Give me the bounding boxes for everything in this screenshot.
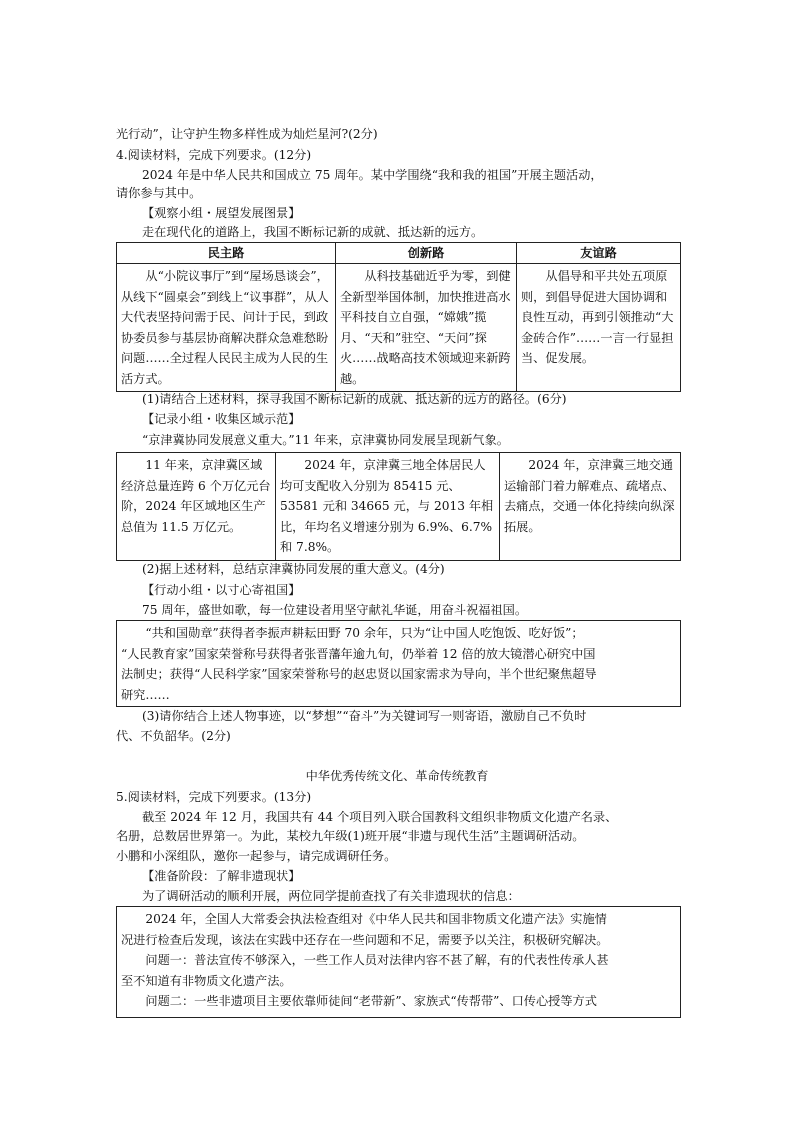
q5-intro-1: 截至 2024 年 12 月，我国共有 44 个项目列入联合国教科文组织非物质文化遗产名录、 [142, 810, 618, 824]
q4-group1-title: 【观察小组・展望发展图景】 [142, 206, 301, 220]
q5-intro-2: 名册，总数居世界第一。为此，某校九年级(1)班开展“非遗与现代生活”主题调研活动。 [116, 829, 585, 843]
q4-group2-intro: “京津冀协同发展意义重大。”11 年来，京津冀协同发展呈现新气象。 [142, 433, 509, 447]
cell-transport: 2024 年，京津冀三地交通运输部门着力解难点、疏堵点、去痛点，交通一体化持续向纵深拓展。 [500, 453, 681, 561]
header-friendship: 友谊路 [517, 243, 681, 264]
cell-economy: 11 年来，京津冀区域经济总量连跨 6 个万亿元台阶，2024 年区域地区生产总值为 11.5 万亿元。 [117, 453, 276, 561]
cell-income: 2024 年，京津冀三地全体居民人均可支配收入分别为 85415 元、53581 元和 34665 元，与 2013 年相比，年均名义增速分别为 6.9%、6.7% 和 7.8%。 [276, 453, 500, 561]
q4-figures-box: “共和国勋章”获得者李振声耕耘田野 70 余年，只为“让中国人吃饱饭、吃好饭”； “人民教育家”国家荣誉称号获得者张晋藩年逾九旬，仍举着 12 倍的放大镜潜心研究中国 法制史；获得“人民科学家”国家荣誉称号的赵忠贤以国家需求为导向，半个世纪聚焦超导 研究…… [116, 620, 681, 707]
q5-intro-3: 小鹏和小深组队，邀你一起参与，请完成调研任务。 [116, 849, 397, 863]
q4-group3-title: 【行动小组・以寸心寄祖国】 [142, 583, 301, 597]
section-title: 中华优秀传统文化、革命传统教育 [305, 769, 489, 783]
header-innovation: 创新路 [336, 243, 517, 264]
q4-group3-intro: 75 周年，盛世如歌，每一位建设者用坚守献礼华诞，用奋斗祝福祖国。 [142, 603, 528, 617]
q4-intro-1: 2024 年是中华人民共和国成立 75 周年。某中学围绕“我和我的祖国”开展主题活动， [142, 168, 603, 182]
q4-roads-table [116, 242, 681, 392]
q4-sub3-1: (3)请你结合上述人物事迹，以“梦想”“奋斗”为关键词写一则寄语，激励自己不负时 [142, 709, 587, 723]
header-democracy: 民主路 [117, 243, 336, 264]
q5-stage-intro: 为了调研活动的顺利开展，两位同学提前查找了有关非遗现状的信息： [142, 889, 520, 903]
top-question-tail: 光行动”，让守护生物多样性成为灿烂星河?(2分) [116, 127, 378, 141]
q5-title: 5.阅读材料，完成下列要求。(13分) [116, 790, 312, 804]
cell-democracy: 从“小院议事厅”到“屋场恳谈会”，从线下“圆桌会”到线上“议事群”，从人大代表坚持问需于民、问计于民，到政协委员参与基层协商解决群众急难愁盼问题……全过程人民民主成为人民的生活方式。 [117, 264, 336, 392]
q4-intro-2: 请你参与其中。 [116, 186, 202, 200]
q4-jingjinji-table [116, 452, 681, 561]
cell-friendship: 从倡导和平共处五项原则，到倡导促进大国协调和良性互动，再到引领推动“大金砖合作”……一言一行显担当、促发展。 [517, 264, 681, 392]
q5-stage-title: 【准备阶段：了解非遗现状】 [142, 869, 301, 883]
q4-sub3-2: 代、不负韶华。(2分) [116, 729, 231, 743]
q4-group1-intro: 走在现代化的道路上，我国不断标记新的成就、抵达新的远方。 [142, 225, 484, 239]
cell-innovation: 从科技基础近乎为零，到健全新型举国体制，加快推进高水平科技自立自强，“嫦娥”揽月、“天和”驻空、“天问”探火……战略高技术领域迎来新跨越。 [336, 264, 517, 392]
q4-title: 4.阅读材料，完成下列要求。(12分) [116, 148, 312, 162]
q4-sub2: (2)据上述材料，总结京津冀协同发展的重大意义。(4分) [142, 562, 445, 576]
q4-sub1: (1)请结合上述材料，探寻我国不断标记新的成就、抵达新的远方的路径。(6分) [142, 392, 567, 406]
q4-group2-title: 【记录小组・收集区域示范】 [142, 412, 301, 426]
q5-law-box: 2024 年，全国人大常委会执法检查组对《中华人民共和国非物质文化遗产法》实施情 况进行检查后发现，该法在实践中还存在一些问题和不足，需要予以关注，积极研究解决。 问题一：普法宣传不够深入，一些工作人员对法律内容不甚了解，有的代表性传承人甚 至不知道有非物质文化遗产法。 问题二：一些非遗项目主要依靠师徒间“老带新”、家族式“传帮带”、口传心授等方式 [116, 906, 681, 1018]
